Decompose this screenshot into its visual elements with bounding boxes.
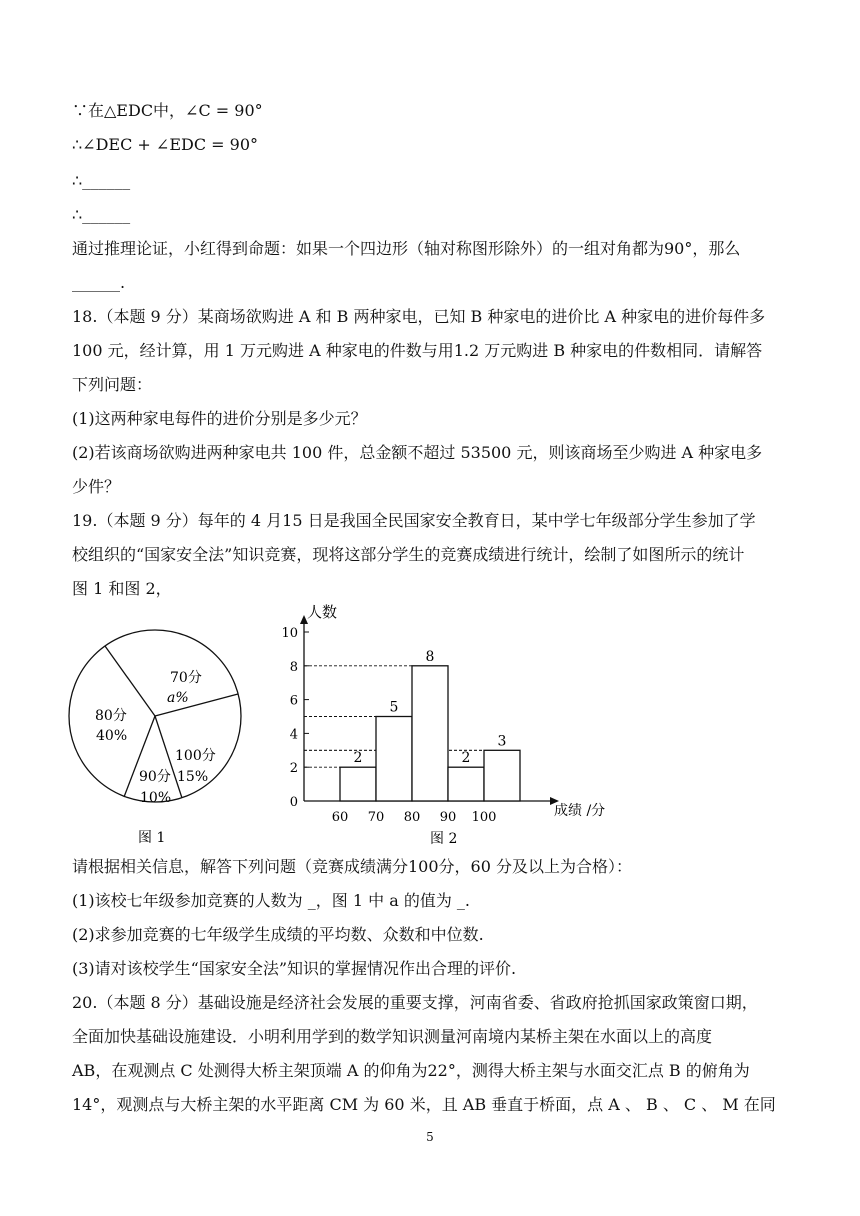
text-line: ∵在△EDC中，∠C = 90° [72,101,263,120]
bar [376,717,412,802]
text-line: AB，在观测点 C 处测得大桥主架顶端 A 的仰角为22°，测得大桥主架与水面交汇点 B 的俯角为 [72,1061,750,1080]
y-tick-label: 10 [281,626,298,641]
bar-chart-figure2 [270,598,640,850]
text-line: (1)该校七年级参加竞赛的人数为 _，图 1 中 a 的值为 _. [72,891,470,910]
text-line: 图 1 和图 2， [72,579,172,598]
bar-value-label: 5 [389,699,399,716]
text-line: 100 元，经计算，用 1 万元购进 A 种家电的件数与用1.2 万元购进 B 种家电的件数相同．请解答 [72,341,763,360]
sector-label: 70分 [170,670,202,686]
x-tick-label: 90 [439,810,457,825]
bar-value-label: 3 [497,733,507,750]
bar-value-label: 2 [461,750,471,767]
text-line: 全面加快基础设施建设．小明利用学到的数学知识测量河南境内某桥主架在水面以上的高度 [72,1027,713,1046]
sector-label: 100分 [175,748,216,764]
text-line: ∴______ [72,205,131,224]
sector-label: 80分 [95,708,127,724]
text-line: ______. [72,273,126,292]
bar [484,750,520,801]
text-line: (2)若该商场欲购进两种家电共 100 件，总金额不超过 53500 元，则该商场至少购进 A 种家电多 [72,443,763,462]
y-axis-label: 人数 [307,603,338,621]
figure-caption: 图 1 [138,830,166,846]
y-tick-label: 0 [289,795,298,810]
text-line: ∴∠DEC + ∠EDC = 90° [72,135,259,154]
bar [340,767,376,801]
y-tick-label: 4 [289,727,298,743]
sector-value: 15% [177,769,209,785]
page-number: 5 [426,1130,434,1144]
x-tick-label: 70 [367,810,385,825]
x-tick-label: 80 [403,810,421,825]
text-line: (3)请对该校学生“国家安全法”知识的掌握情况作出合理的评价. [72,959,517,978]
x-tick-label: 60 [331,810,349,825]
x-axis-label: 成绩 /分 [554,803,606,819]
y-tick-label: 6 [289,693,298,709]
text-line: ∴______ [72,171,131,190]
text-line: 少件？ [72,477,121,496]
question-19: 19.（本题 9 分）每年的 4 月15 日是我国全民国家安全教育日，某中学七年级部分学生参加了学 [72,511,756,530]
figure-caption: 图 2 [430,831,458,847]
sector-value: a% [167,690,189,706]
y-tick-label: 8 [289,659,298,675]
sector-value: 10% [140,790,172,806]
sector-value: 40% [96,728,128,744]
text-line: (2)求参加竞赛的七年级学生成绩的平均数、众数和中位数. [72,925,484,944]
bar-value-label: 8 [425,648,435,665]
question-18: 18.（本题 9 分）某商场欲购进 A 和 B 两种家电，已知 B 种家电的进价比 A 种家电的进价每件多 [72,307,766,326]
sector-label: 90分 [139,769,171,785]
y-tick-label: 2 [289,761,298,777]
bar-value-label: 2 [353,750,363,767]
text-line: 请根据相关信息，解答下列问题（竞赛成绩满分100分，60 分及以上为合格）： [72,857,632,876]
text-line: 14°，观测点与大桥主架的水平距离 CM 为 60 米，且 AB 垂直于桥面，点 A 、 B 、 C 、 M 在同 [72,1095,776,1114]
pie-chart-figure1 [60,610,270,850]
question-20: 20.（本题 8 分）基础设施是经济社会发展的重要支撑，河南省委、省政府抢抓国家政策窗口期， [72,993,758,1012]
text-line: 校组织的“国家安全法”知识竞赛，现将这部分学生的竞赛成绩进行统计，绘制了如图所示的统计 [72,545,745,564]
bar [448,767,484,801]
text-line: 通过推理论证，小红得到命题：如果一个四边形（轴对称图形除外）的一组对角都为90°，那么 [72,239,741,258]
x-tick-label: 100 [471,810,497,825]
text-line: 下列问题： [72,375,153,394]
bar [412,666,448,801]
text-line: (1)这两种家电每件的进价分别是多少元？ [72,409,367,428]
